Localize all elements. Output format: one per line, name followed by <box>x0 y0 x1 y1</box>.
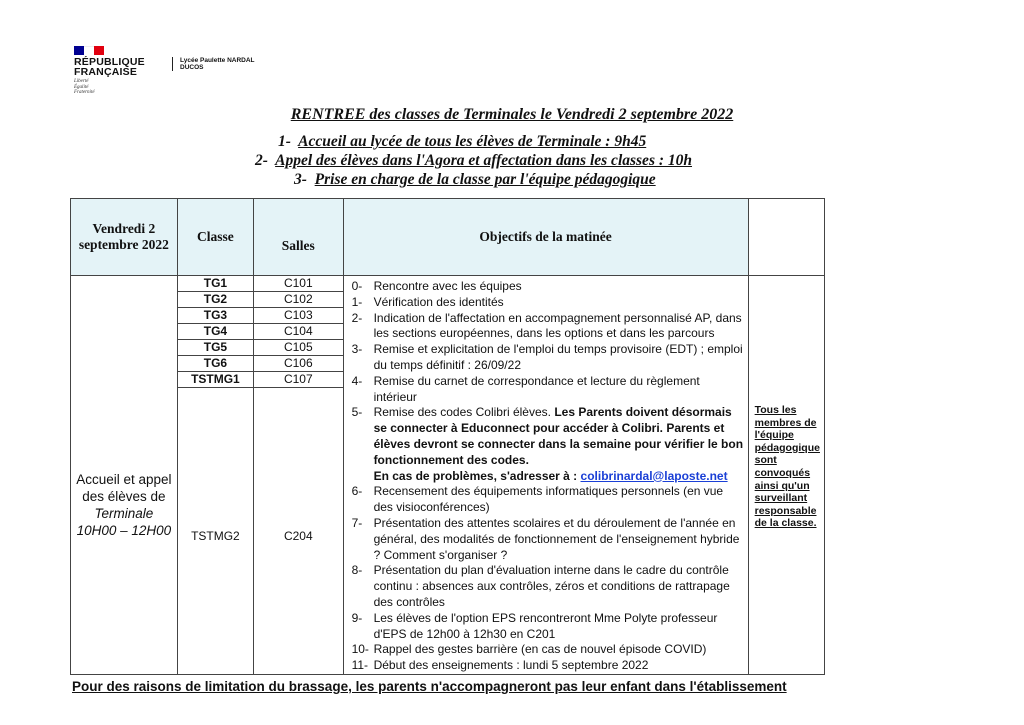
list-item: 0- Rencontre avec les équipes <box>351 279 522 293</box>
list-item: 9- Les élèves de l'option EPS rencontreront Mme Polyte professeur d'EPS de 12h00 à 12h30 en C201 <box>351 610 718 641</box>
objectifs-cell <box>343 276 748 675</box>
list-item: 10- Rappel des gestes barrière (en cas de nouvel épisode COVID) <box>351 642 707 657</box>
salle-cell: C104 <box>254 323 344 339</box>
classe-cell: TG1 <box>177 276 253 292</box>
accueil-cell: Accueil et appel des élèves de Terminale 10H00 – 12H00 <box>71 276 178 675</box>
footer-note: Pour des raisons de limitation du brassage, les parents n'accompagneront pas leur enfant dans l'établissement <box>72 679 787 694</box>
list-item: 7- Présentation des attentes scolaires et du déroulement de l'année en général, des modalités de fonctionnement de l'enseignement hybride ? Comment s'organiser ? <box>351 515 740 562</box>
salle-cell: C204 <box>254 387 344 674</box>
salle-cell: C106 <box>254 355 344 371</box>
list-item: 3- Remise et explicitation de l'emploi du temps provisoire (EDT) ; emploi du temps définitif : 26/09/22 <box>351 342 743 372</box>
list-item: 5- Remise des codes Colibri élèves. Les Parents doivent désormais se connecter à Educonnect pour accéder à Colibri. Parents et élèves devront se connecter dans la semaine pour vérifier le bon fonctionnement des codes. En cas de problèmes, s'adresser à : colibrinardal@laposte.net <box>351 405 744 483</box>
header-classe: Classe <box>177 199 253 276</box>
header-date: Vendredi 2 septembre 2022 <box>71 199 178 276</box>
classe-cell: TG2 <box>177 291 253 307</box>
classe-cell: TG6 <box>177 355 253 371</box>
salle-cell: C107 <box>254 371 344 387</box>
step-3: 3- Prise en charge de la classe par l'équipe pédagogique <box>294 171 656 188</box>
table-header-row <box>71 199 825 276</box>
list-item: 8- Présentation du plan d'évaluation interne dans le cadre du contrôle continu : absences aux contrôles, zéros et conditions de rattrapage des contrôles <box>351 563 730 609</box>
classe-cell: TG5 <box>177 339 253 355</box>
step-2: 2- Appel des élèves dans l'Agora et affectation dans les classes : 10h <box>255 152 693 169</box>
list-item: 1- Vérification des identités <box>351 294 504 309</box>
header-divider <box>172 57 173 71</box>
lycee-name: Lycée Paulette NARDAL DUCOS <box>180 57 255 71</box>
list-item: 2- Indication de l'affectation en accompagnement personnalisé AP, dans les sections européennes, dans les options et dans les parcours <box>351 310 742 341</box>
table-row <box>71 276 825 292</box>
salle-cell: C102 <box>254 291 344 307</box>
page-title: RENTREE des classes de Terminales le Vendredi 2 septembre 2022 <box>290 106 734 123</box>
republique-logo-text: RÉPUBLIQUE FRANÇAISE <box>74 56 145 78</box>
header-empty <box>748 199 824 276</box>
list-item: 6- Recensement des équipements informatiques personnels (en vue des visioconférences) <box>351 484 724 515</box>
list-item: 11- Début des enseignements : lundi 5 septembre 2022 <box>351 658 649 673</box>
classe-cell: TG4 <box>177 323 253 339</box>
list-item: 4- Remise du carnet de correspondance et lecture du règlement intérieur <box>351 373 700 404</box>
classe-cell: TSTMG2 <box>177 387 253 674</box>
classe-cell: TSTMG1 <box>177 371 253 387</box>
french-flag-icon <box>74 46 104 55</box>
salle-cell: C105 <box>254 339 344 355</box>
classe-cell: TG3 <box>177 307 253 323</box>
salle-cell: C101 <box>254 276 344 292</box>
step-1: 1- Accueil au lycée de tous les élèves de Terminale : 9h45 <box>278 133 647 150</box>
header-objectifs: Objectifs de la matinée <box>343 199 748 276</box>
devise: Liberté Égalité Fraternité <box>74 79 95 95</box>
header-salles: Salles <box>254 199 344 276</box>
salle-cell: C103 <box>254 307 344 323</box>
schedule-table <box>70 198 825 675</box>
convocation-cell: Tous les membres de l'équipe pédagogique sont convoqués ainsi qu'un surveillant responsable de la classe. <box>748 276 824 675</box>
email-link[interactable]: colibrinardal@laposte.net <box>580 468 728 483</box>
